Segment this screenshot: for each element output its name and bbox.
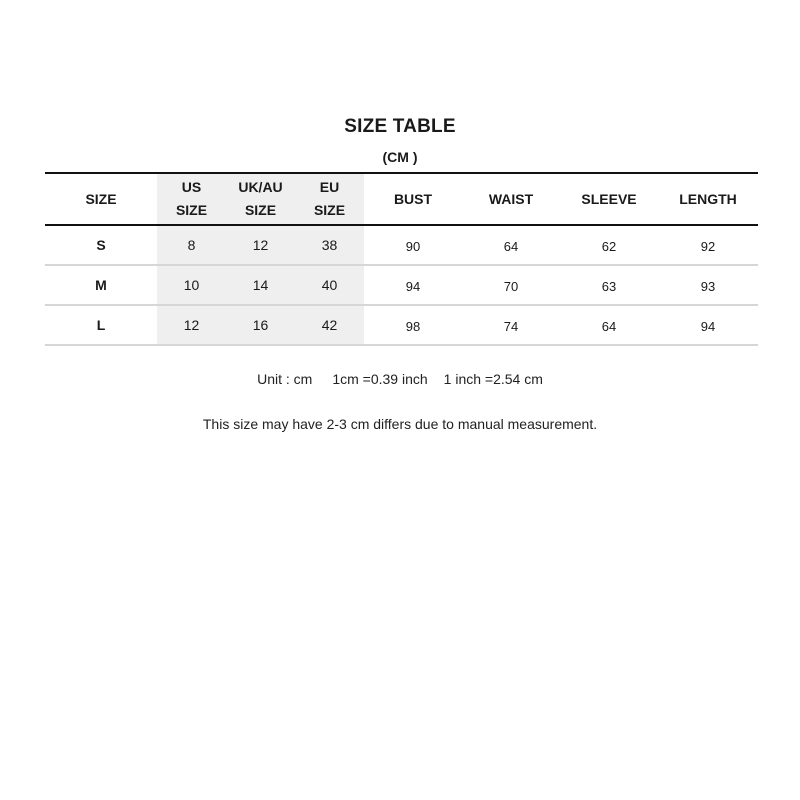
- uk-au-size-cell: 14: [226, 265, 295, 305]
- length-cell: 92: [658, 225, 758, 265]
- size-table: [45, 172, 758, 346]
- size-cell: L: [45, 305, 157, 345]
- bust-cell: 90: [364, 225, 462, 265]
- header-eu-size: EU SIZE: [295, 173, 364, 225]
- uk-au-size-cell: 12: [226, 225, 295, 265]
- table-row: [45, 225, 758, 265]
- inch-to-cm-label: 1 inch =2.54 cm: [443, 371, 543, 387]
- sleeve-cell: 64: [560, 305, 658, 345]
- eu-size-cell: 42: [295, 305, 364, 345]
- unit-subtitle: (CM ): [382, 149, 418, 165]
- unit-label: Unit : cm: [257, 371, 313, 387]
- us-size-cell: 12: [157, 305, 226, 345]
- us-size-cell: 10: [157, 265, 226, 305]
- eu-size-cell: 38: [295, 225, 364, 265]
- bust-cell: 94: [364, 265, 462, 305]
- header-bust: BUST: [393, 190, 433, 207]
- waist-cell: 64: [462, 225, 560, 265]
- cm-to-inch-label: 1cm =0.39 inch: [332, 371, 428, 387]
- page-title: SIZE TABLE: [344, 116, 456, 137]
- measurement-disclaimer: This size may have 2-3 cm differs due to manual measurement.: [202, 416, 598, 432]
- uk-au-size-cell: 16: [226, 305, 295, 345]
- waist-cell: 70: [462, 265, 560, 305]
- header-uk-au-size: UK/AU SIZE: [226, 173, 295, 225]
- waist-cell: 74: [462, 305, 560, 345]
- sleeve-cell: 62: [560, 225, 658, 265]
- table-row: [45, 305, 758, 345]
- header-size: SIZE: [85, 190, 117, 207]
- size-cell: M: [45, 265, 157, 305]
- size-cell: S: [45, 225, 157, 265]
- length-cell: 94: [658, 305, 758, 345]
- unit-conversion-note: [0, 371, 800, 387]
- header-sleeve: SLEEVE: [581, 190, 637, 207]
- table-header-row: [45, 173, 758, 225]
- header-us-size: US SIZE: [157, 173, 226, 225]
- header-length: LENGTH: [679, 190, 737, 207]
- table-row: [45, 265, 758, 305]
- us-size-cell: 8: [157, 225, 226, 265]
- sleeve-cell: 63: [560, 265, 658, 305]
- length-cell: 93: [658, 265, 758, 305]
- bust-cell: 98: [364, 305, 462, 345]
- header-waist: WAIST: [488, 190, 534, 207]
- eu-size-cell: 40: [295, 265, 364, 305]
